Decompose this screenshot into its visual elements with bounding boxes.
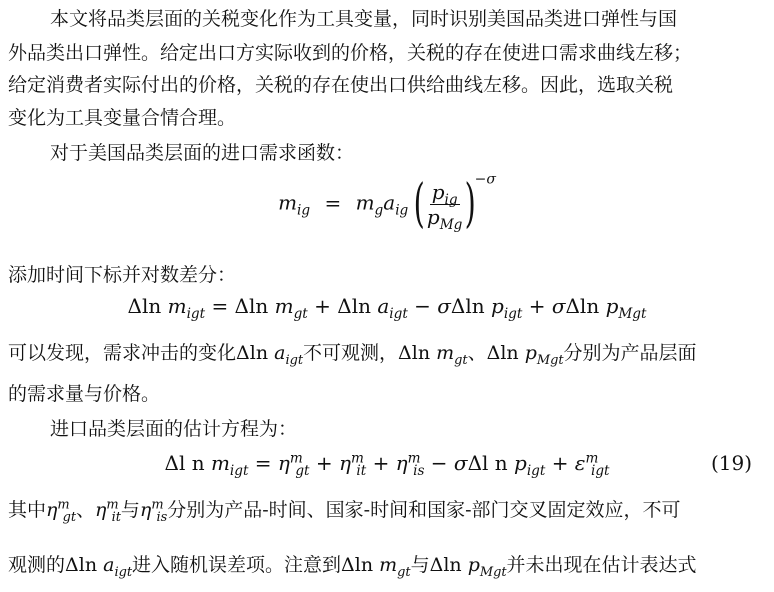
paragraph-6-line-2: 观测的Δln $a_{igt}$进入随机误差项。注意到Δln $m_{gt}$与Δln $p_{Mgt}$并未出现在估计表达式	[8, 554, 697, 580]
equation-number: (19)	[710, 451, 752, 475]
equation-log-difference: Δln $m_{igt} = \Delta\ln$ $m_{gt} + \Delta\ln$ $a_{igt} - \sigma\Delta\ln$ $p_{igt} + \sigma\Delta\ln$ $p_{Mgt}$	[127, 294, 647, 322]
paragraph-1-line-3: 给定消费者实际付出的价格，关税的存在使出口供给曲线左移。因此，选取关税	[8, 74, 674, 96]
equation-estimation: Δl n $m_{igt} = \eta^m_{gt} + \eta^m_{it} + \eta^m_{is} - \sigma\Delta l$ n $p_{igt} + \varepsilon^m_{igt}$	[164, 450, 610, 479]
paragraph-1-line-2: 外品类出口弹性。给定出口方实际收到的价格，关税的存在使进口需求曲线左移；	[8, 42, 693, 64]
equation-import-demand: $m_{ig} = m_ga_{ig}$ ( $\frac{p_{ig}}{p_{Mg}}$ )$^{-\sigma}$	[278, 171, 496, 234]
paragraph-1-line-4: 变化为工具变量合情合理。	[8, 107, 237, 129]
paragraph-4-line-2: 的需求量与价格。	[8, 383, 161, 405]
paragraph-4-line-1: 可以发现，需求冲击的变化Δln $a_{igt}$不可观测，Δln $m_{gt}$、Δln $p_{Mgt}$分别为产品层面	[8, 342, 697, 368]
paragraph-6-line-1: 其中$\eta^m_{gt}$、$\eta^m_{it}$与$\eta^m_{is}$分别为产品-时间、国家-时间和国家-部门交叉固定效应，不可	[8, 497, 681, 525]
paragraph-2-line-1: 对于美国品类层面的进口需求函数：	[50, 142, 355, 164]
paragraph-3-line-1: 添加时间下标并对数差分：	[8, 264, 237, 286]
price-ratio-fraction: $\frac{p_{ig}}{p_{Mg}}$	[426, 179, 463, 233]
paragraph-1-line-1: 本文将品类层面的关税变化作为工具变量，同时识别美国品类进口弹性与国	[50, 8, 678, 30]
paragraph-5-line-1: 进口品类层面的估计方程为：	[50, 418, 298, 440]
